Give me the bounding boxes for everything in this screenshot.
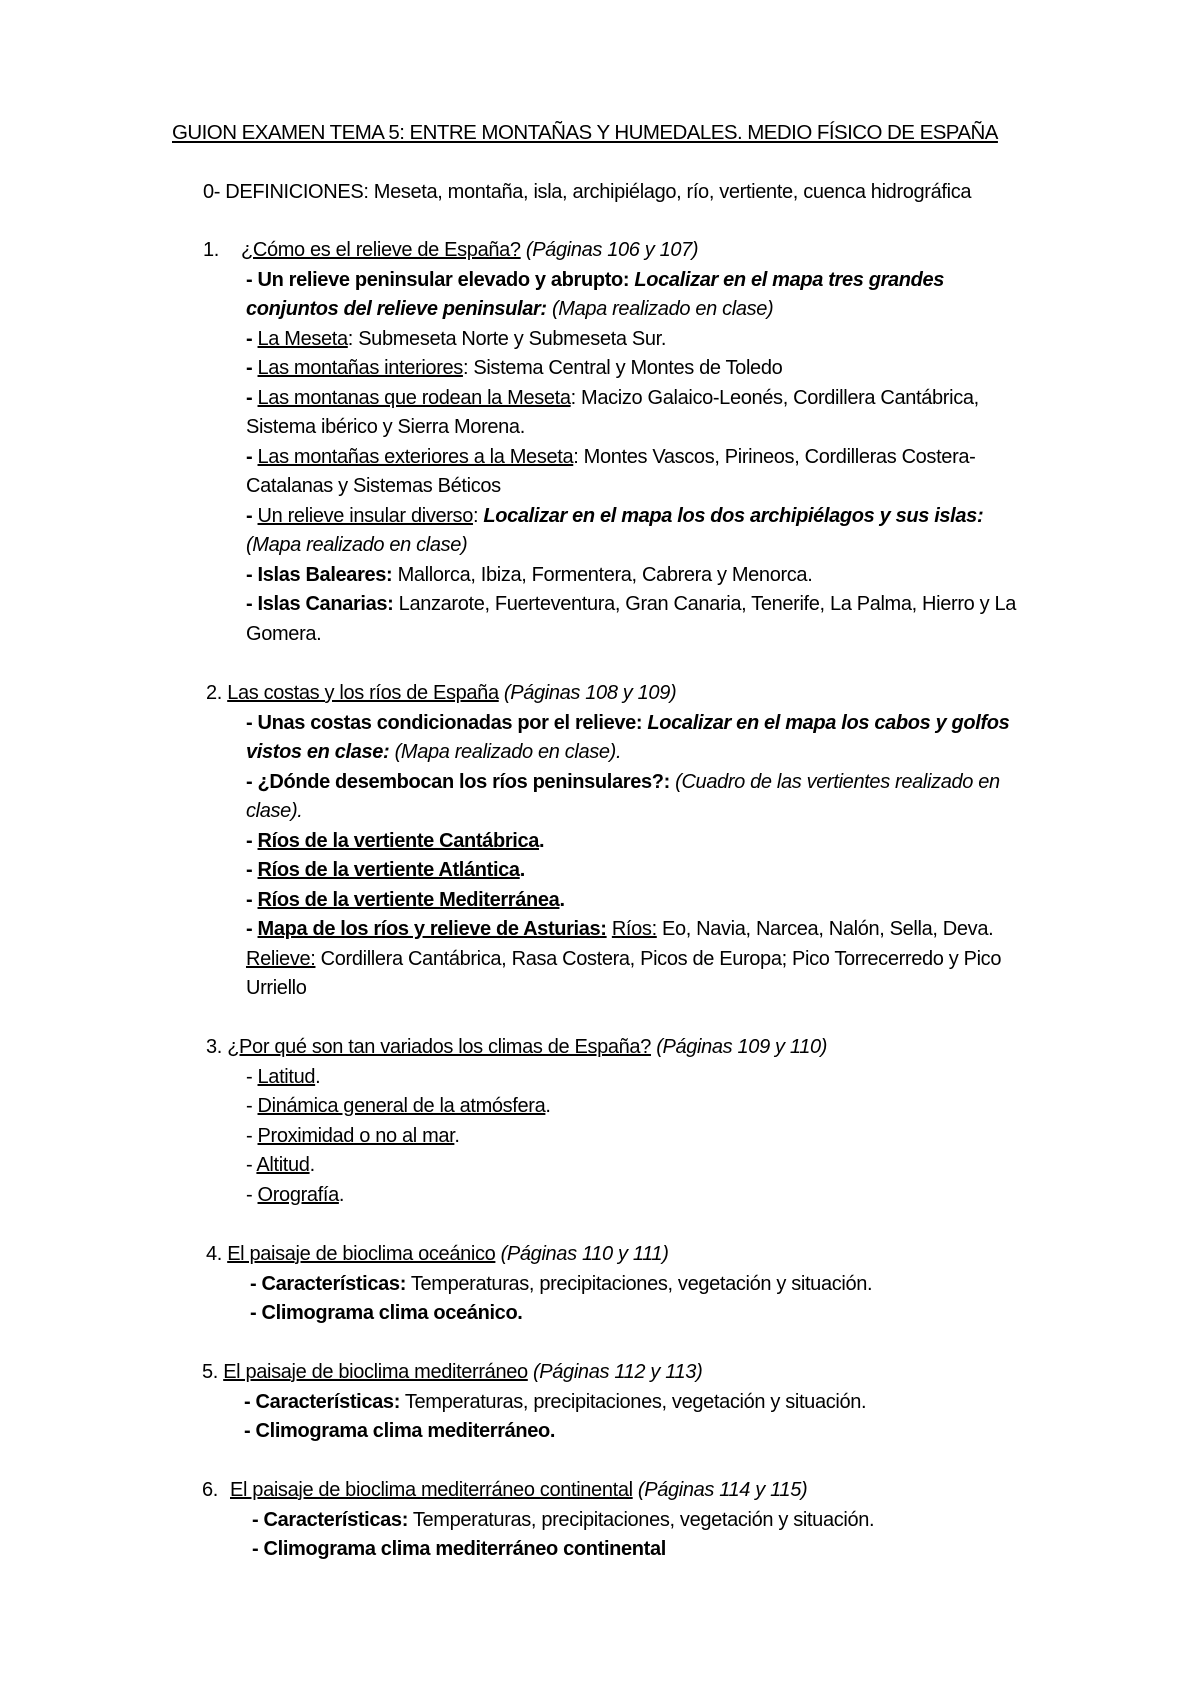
list-item: - Dinámica general de la atmósfera. [246, 1095, 551, 1117]
section-2-title: Las costas y los ríos de España [227, 682, 499, 704]
section-2-heading: 2. Las costas y los ríos de España (Páginas 108 y 109) [206, 682, 677, 704]
section-2-line-3: - ¿Dónde desembocan los ríos peninsulares?: (Cuadro de las vertientes realizado en [246, 771, 1000, 793]
section-2-line-asturias: - Mapa de los ríos y relieve de Asturias: Ríos: Eo, Navia, Narcea, Nalón, Sella, Deva. [246, 918, 994, 940]
section-3-title: ¿Por qué son tan variados los climas de España? [227, 1036, 651, 1058]
section-1-line-exteriores: - Las montañas exteriores a la Meseta: Montes Vascos, Pirineos, Cordilleras Costera- [246, 446, 976, 468]
section-1-line-8: Catalanas y Sistemas Béticos [246, 475, 501, 497]
section-2-line-4: clase). [246, 800, 303, 822]
list-item: - Altitud. [246, 1154, 315, 1176]
section-2-line-mediterranea: - Ríos de la vertiente Mediterránea. [246, 889, 565, 911]
section-6-heading: 6. [202, 1479, 218, 1501]
section-6-line-1: - Características: Temperaturas, precipitaciones, vegetación y situación. [252, 1509, 875, 1531]
section-5-line-1: - Características: Temperaturas, precipitaciones, vegetación y situación. [244, 1391, 867, 1413]
section-0-label: 0- DEFINICIONES: [203, 181, 369, 203]
section-1-title: ¿Cómo es el relieve de España? [241, 239, 521, 261]
section-1-line-baleares: - Islas Baleares: Mallorca, Ibiza, Formentera, Cabrera y Menorca. [246, 564, 813, 586]
section-2-line-relieve: Relieve: Cordillera Cantábrica, Rasa Costera, Picos de Europa; Pico Torrecerredo y Pico [246, 948, 1002, 970]
section-1-pages: (Páginas 106 y 107) [520, 239, 699, 261]
list-item: - Orografía. [246, 1184, 345, 1206]
section-0-text: Meseta, montaña, isla, archipiélago, río, vertiente, cuenca hidrográfica [368, 181, 972, 203]
section-2-line-cantabrica: - Ríos de la vertiente Cantábrica. [246, 830, 545, 852]
section-1-line-13: Gomera. [246, 623, 322, 645]
section-1-line-insular: - Un relieve insular diverso: Localizar en el mapa los dos archipiélagos y sus islas: [246, 505, 984, 527]
section-4-heading: 4. El paisaje de bioclima oceánico (Páginas 110 y 111) [206, 1243, 669, 1265]
section-1-line-2: conjuntos del relieve peninsular: (Mapa realizado en clase) [246, 298, 774, 320]
section-1-number: 1. [203, 239, 219, 261]
section-1-line-6: Sistema ibérico y Sierra Morena. [246, 416, 525, 438]
section-3-heading: 3. ¿Por qué son tan variados los climas de España? (Páginas 109 y 110) [206, 1036, 828, 1058]
section-5-title: El paisaje de bioclima mediterráneo [223, 1361, 528, 1383]
section-4-line-1: - Características: Temperaturas, precipitaciones, vegetación y situación. [250, 1273, 873, 1295]
list-item: - Proximidad o no al mar. [246, 1125, 460, 1147]
section-4-title: El paisaje de bioclima oceánico [227, 1243, 496, 1265]
section-6-title: El paisaje de bioclima mediterráneo continental [230, 1479, 633, 1501]
section-1-line-rodean: - Las montanas que rodean la Meseta: Macizo Galaico-Leonés, Cordillera Cantábrica, [246, 387, 979, 409]
section-1-line-10: (Mapa realizado en clase) [246, 534, 468, 556]
section-1-line-meseta: - La Meseta: Submeseta Norte y Submeseta Sur. [246, 328, 667, 350]
section-1-heading-line [241, 236, 698, 265]
section-6-heading-line: El paisaje de bioclima mediterráneo continental (Páginas 114 y 115) [230, 1479, 808, 1501]
list-item: - Latitud. [246, 1066, 321, 1088]
section-5-line-2: - Climograma clima mediterráneo. [244, 1420, 556, 1442]
section-2-line-atlantica: - Ríos de la vertiente Atlántica. [246, 859, 525, 881]
document-title: GUION EXAMEN TEMA 5: ENTRE MONTAÑAS Y HUMEDALES. MEDIO FÍSICO DE ESPAÑA [172, 121, 998, 144]
section-2-line-2: vistos en clase: (Mapa realizado en clase). [246, 741, 622, 763]
section-1-line-canarias: - Islas Canarias: Lanzarote, Fuerteventura, Gran Canaria, Tenerife, La Palma, Hierro y La [246, 593, 1017, 615]
section-1-line-interiores: - Las montañas interiores: Sistema Central y Montes de Toledo [246, 357, 783, 379]
section-4-line-2: - Climograma clima oceánico. [250, 1302, 523, 1324]
section-1-line-1: - Un relieve peninsular elevado y abrupto: Localizar en el mapa tres grandes [246, 269, 945, 291]
section-0-definitions [203, 178, 971, 207]
section-1-heading [203, 236, 219, 265]
section-2-line-1: - Unas costas condicionadas por el relieve: Localizar en el mapa los cabos y golfos [246, 712, 1010, 734]
section-5-heading: 5. El paisaje de bioclima mediterráneo (Páginas 112 y 113) [202, 1361, 703, 1383]
section-2-line-10: Urriello [246, 977, 307, 999]
section-6-line-2: - Climograma clima mediterráneo continental [252, 1538, 666, 1560]
